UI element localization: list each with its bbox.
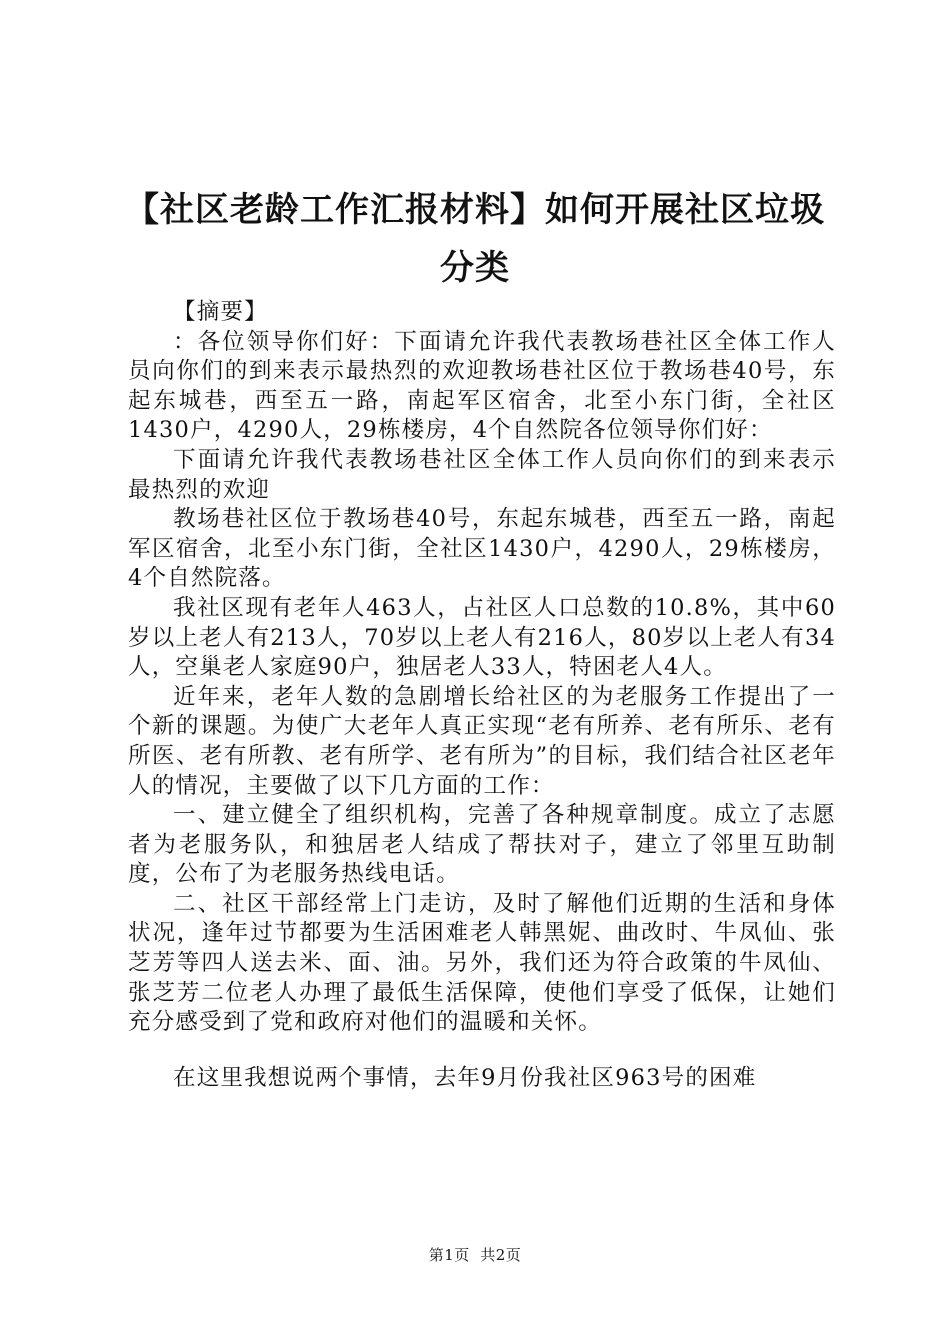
body-paragraph: 下面请允许我代表教场巷社区全体工作人员向你们的到来表示最热烈的欢迎 — [128, 446, 836, 503]
body-paragraph: 教场巷社区位于教场巷40号，东起东城巷，西至五一路，南起军区宿舍，北至小东门街，全社区1430户，4290人，29栋楼房，4个自然院落。 — [128, 506, 836, 592]
document-body — [128, 298, 836, 1093]
body-paragraph: 在这里我想说两个事情，去年9月份我社区963号的困难 — [173, 1064, 757, 1091]
body-paragraph: ：各位领导你们好：下面请允许我代表教场巷社区全体工作人员向你们的到来表示最热烈的欢迎教场巷社区位于教场巷40号，东起东城巷，西至五一路，南起军区宿舍，北至小东门街，全社区1430户，4290人，29栋楼房，4个自然院各位领导你们好： — [128, 328, 836, 444]
body-paragraph: 近年来，老年人数的急剧增长给社区的为老服务工作提出了一个新的课题。为使广大老年人真正实现“老有所养、老有所乐、老有所医、老有所教、老有所学、老有所为”的目标，我们结合社区老年人的情况，主要做了以下几方面的工作： — [128, 683, 836, 799]
page-number-label: 第1页 共2页 — [428, 1246, 522, 1264]
body-paragraph: 二、社区干部经常上门走访，及时了解他们近期的生活和身体状况，逢年过节都要为生活困难老人韩黑妮、曲改时、牛凤仙、张芝芳等四人送去米、面、油。另外，我们还为符合政策的牛凤仙、张芝芳二位老人办理了最低生活保障，使他们享受了低保，让她们充分感受到了党和政府对他们的温暖和关怀。 — [128, 890, 836, 1036]
document-title-line1: 【社区老龄工作汇报材料】如何开展社区垃圾 — [125, 190, 825, 230]
page-footer — [0, 1244, 950, 1265]
body-paragraph: 一、建立健全了组织机构，完善了各种规章制度。成立了志愿者为老服务队，和独居老人结成了帮扶对子，建立了邻里互助制度，公布了为老服务热线电话。 — [128, 802, 836, 888]
document-title-line2: 分类 — [440, 248, 510, 288]
abstract-heading: 【摘要】 — [173, 299, 268, 325]
body-paragraph: 我社区现有老年人463人，占社区人口总数的10.8%，其中60岁以上老人有213人，70岁以上老人有216人，80岁以上老人有34人，空巢老人家庭90户，独居老人33人，特困老人4人。 — [128, 594, 836, 681]
